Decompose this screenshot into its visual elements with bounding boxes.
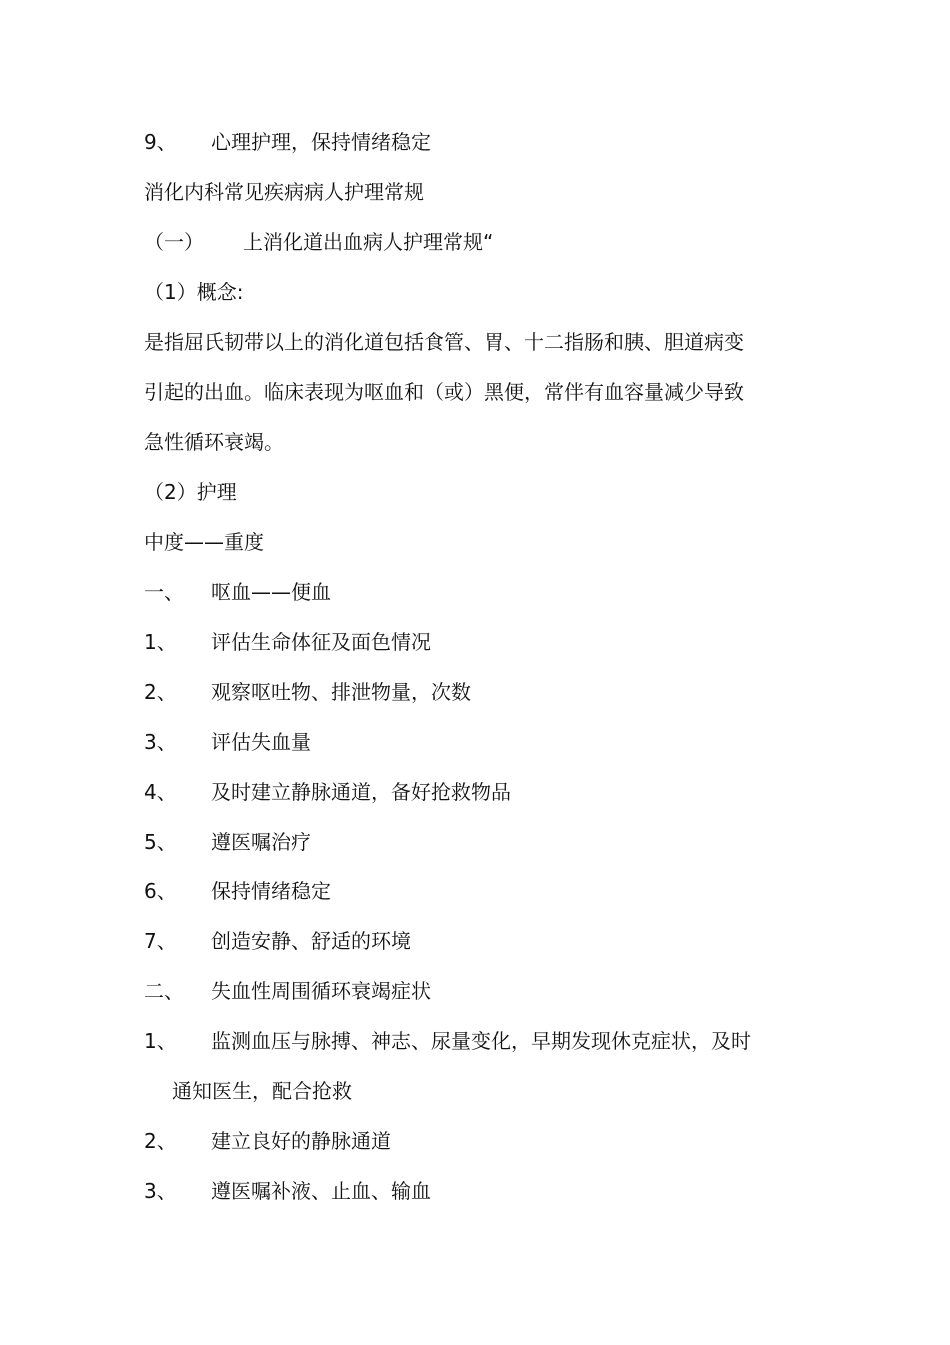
item-number: 3、 <box>144 1179 177 1203</box>
item-number: 7、 <box>144 929 177 953</box>
list-item <box>144 778 511 806</box>
paragraph-line: 是指屈氏韧带以上的消化道包括食管、胃、十二指肠和胰、胆道病变 <box>144 330 744 354</box>
list-item <box>144 578 331 606</box>
item-number: 4、 <box>144 780 177 804</box>
section-heading: 消化内科常见疾病病人护理常规 <box>144 180 424 204</box>
paragraph-heading: （2）护理 <box>144 480 237 504</box>
item-text: 呕血——便血 <box>211 580 331 604</box>
list-item <box>144 678 471 706</box>
item-number: （一） <box>144 230 204 254</box>
list-item-continuation: 通知医生，配合抢救 <box>172 1079 352 1103</box>
item-number: 9、 <box>144 130 177 154</box>
item-number: 一、 <box>144 580 184 604</box>
item-number: 2、 <box>144 1129 177 1153</box>
item-number: 1、 <box>144 630 177 654</box>
item-number: 6、 <box>144 879 177 903</box>
item-number: 2、 <box>144 680 177 704</box>
item-text: 失血性周围循环衰竭症状 <box>211 979 431 1003</box>
list-item <box>144 977 431 1005</box>
item-text: 监测血压与脉搏、神志、尿量变化，早期发现休克症状，及时 <box>211 1029 751 1053</box>
list-item <box>144 128 431 156</box>
list-item <box>144 927 411 955</box>
list-item <box>144 877 331 905</box>
item-number: 1、 <box>144 1029 177 1053</box>
item-text: 观察呕吐物、排泄物量，次数 <box>211 680 471 704</box>
list-item <box>144 1127 391 1155</box>
item-number: 二、 <box>144 979 184 1003</box>
item-text: 上消化道出血病人护理常规“ <box>243 230 494 254</box>
item-number: 5、 <box>144 830 177 854</box>
item-text: 遵医嘱治疗 <box>211 830 311 854</box>
item-number: 3、 <box>144 730 177 754</box>
item-text: 及时建立静脉通道，备好抢救物品 <box>211 780 511 804</box>
paragraph-line: 急性循环衰竭。 <box>144 430 284 454</box>
list-item <box>144 828 311 856</box>
item-text: 建立良好的静脉通道 <box>211 1129 391 1153</box>
list-item <box>144 628 431 656</box>
item-text: 保持情绪稳定 <box>211 879 331 903</box>
item-text: 评估生命体征及面色情况 <box>211 630 431 654</box>
subsection-heading <box>144 228 493 256</box>
item-text: 创造安静、舒适的环境 <box>211 929 411 953</box>
item-text: 遵医嘱补液、止血、输血 <box>211 1179 431 1203</box>
list-item <box>144 728 311 756</box>
paragraph-line: 引起的出血。临床表现为呕血和（或）黑便，常伴有血容量减少导致 <box>144 380 744 404</box>
list-item <box>144 1027 751 1055</box>
paragraph-heading: （1）概念: <box>144 280 244 304</box>
item-text: 评估失血量 <box>211 730 311 754</box>
list-item <box>144 1177 431 1205</box>
item-text: 心理护理，保持情绪稳定 <box>211 130 431 154</box>
severity-label: 中度——重度 <box>144 530 264 554</box>
